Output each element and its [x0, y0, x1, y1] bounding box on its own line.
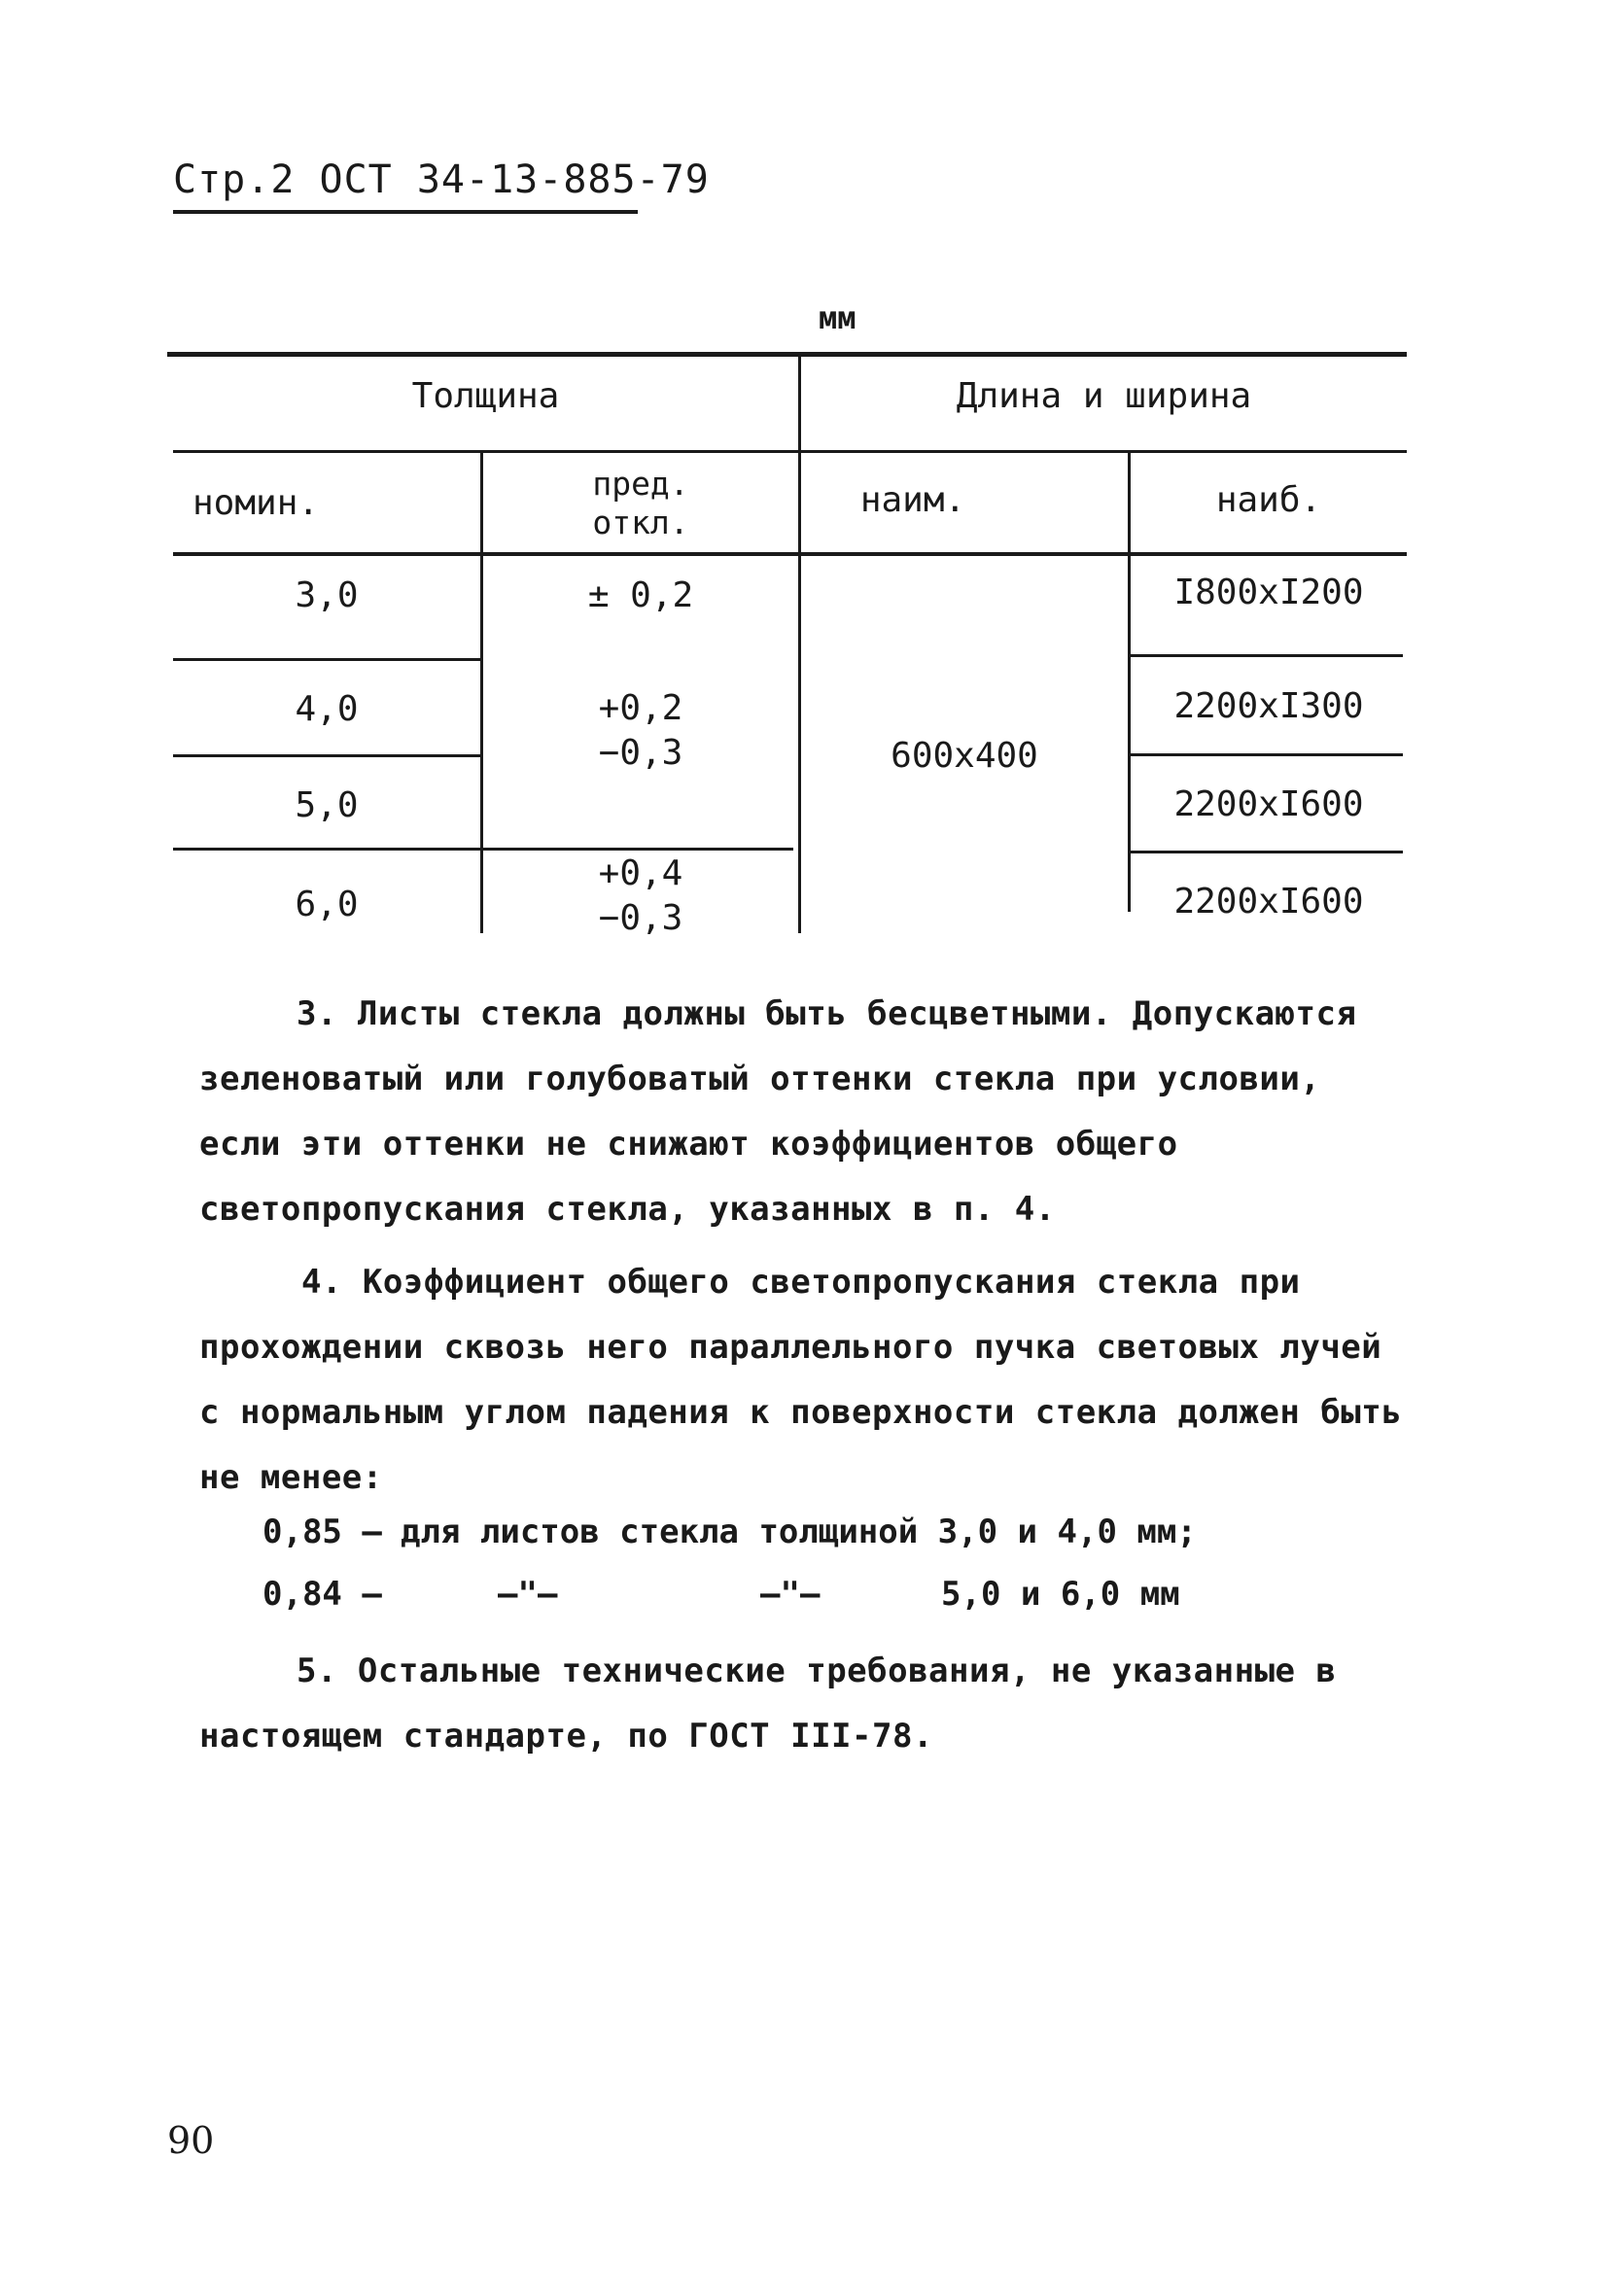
table-rule	[173, 754, 480, 757]
table-rule	[173, 450, 798, 453]
deviation-cell: +0,2 −0,3	[598, 688, 683, 773]
header-nominal: номин.	[192, 483, 320, 523]
ditto-mark: –"–	[498, 1575, 558, 1614]
page-number: 90	[167, 2119, 215, 2162]
max-size-cell: I800хI200	[1173, 573, 1364, 612]
max-size-cell: 2200хI600	[1173, 882, 1364, 922]
max-size-cell: 2200хI300	[1173, 686, 1364, 726]
table-rule	[173, 848, 793, 851]
header-thickness: Толщина	[411, 376, 560, 416]
ditto-mark: –"–	[760, 1575, 821, 1614]
table-rule	[173, 658, 480, 661]
coefficient-text: 5,0 и 6,0 мм	[941, 1575, 1180, 1614]
table-unit: мм	[819, 299, 856, 336]
nominal-cell: 3,0	[295, 575, 359, 615]
nominal-cell: 5,0	[295, 785, 359, 825]
min-size-cell: 600х400	[891, 736, 1038, 776]
max-size-cell: 2200хI600	[1173, 784, 1364, 824]
paragraph-4: 4. Коэффициент общего светопропускания стекла при прохождении сквозь него параллельного пучка световых лучей с нормальным углом падения к поверхности стекла должен быть не менее:	[199, 1263, 1403, 1497]
table-column-rule	[798, 356, 801, 933]
table-top-rule	[167, 352, 1407, 357]
coefficient-text: для листов стекла толщиной 3,0 и 4,0 мм;	[401, 1513, 1197, 1551]
header-min: наим.	[859, 480, 966, 520]
page-header: Стр.2 ОСТ 34-13-885-79	[173, 157, 710, 202]
table-rule	[798, 450, 1407, 453]
paragraph-3: 3. Листы стекла должны быть бесцветными. Допускаются зеленоватый или голубоватый оттенки стекла при условии, если эти оттенки не снижают коэффициентов общего светопропускания стекла, указанных в п. 4.	[199, 994, 1357, 1229]
deviation-cell: +0,4 −0,3	[598, 853, 683, 938]
paragraph-5: 5. Остальные технические требования, не указанные в настоящем стандарте, по ГОСТ III-78.	[199, 1652, 1337, 1756]
table-rule	[1130, 753, 1403, 756]
coefficient-value: 0,85 –	[262, 1513, 382, 1551]
table-rule	[1130, 851, 1403, 853]
header-deviation: пред. откл.	[592, 465, 689, 541]
coefficient-value: 0,84 –	[262, 1575, 382, 1614]
nominal-cell: 6,0	[295, 885, 359, 924]
table-rule	[173, 552, 1407, 556]
header-length-width: Длина и ширина	[956, 376, 1252, 416]
header-underline	[173, 210, 638, 214]
table-rule	[1130, 654, 1403, 657]
deviation-cell: ± 0,2	[587, 575, 694, 615]
header-max: наиб.	[1215, 480, 1322, 520]
nominal-cell: 4,0	[295, 689, 359, 729]
